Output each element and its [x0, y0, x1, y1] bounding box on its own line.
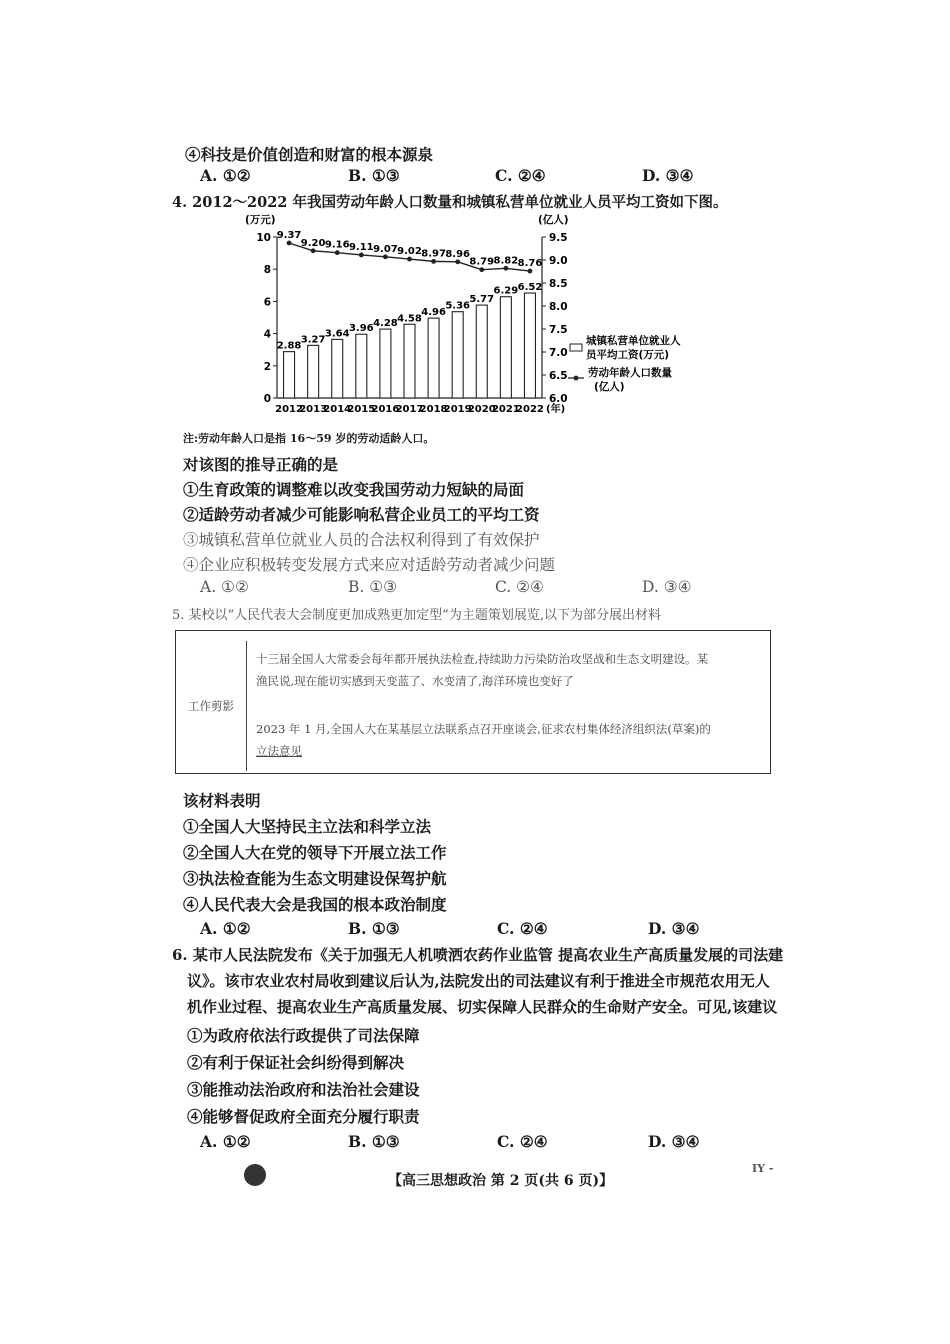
y-left-tick-label: 8: [263, 264, 271, 277]
q5-item-3: ③执法检查能为生态文明建设保驾护航: [183, 869, 447, 888]
q4-item-3: ③城镇私营单位就业人员的合法权利得到了有效保护: [183, 531, 540, 549]
point-value-label: 8.79: [469, 256, 495, 268]
y-left-tick-label: 0: [263, 393, 271, 405]
x-tick-label: 2022: [516, 404, 544, 415]
q5-option-d: D. ③④: [648, 919, 700, 938]
bar-value-label: 5.36: [445, 300, 471, 312]
q5-stem: 5. 某校以“人民代表大会制度更加成熟更加定型”为主题策划展览,以下为部分展出材料: [172, 608, 661, 623]
q3-item-4: ④科技是价值创造和财富的根本源泉: [185, 145, 434, 164]
y-left-tick-label: 4: [263, 328, 271, 341]
bar-value-label: 3.27: [300, 334, 326, 346]
legend-line-label-2: (亿人): [594, 381, 625, 393]
q4-item-4: ④企业应积极转变发展方式来应对适龄劳动者减少问题: [183, 556, 556, 574]
box-line-3: 2023 年 1 月,全国人大在某基层立法联系点召开座谈会,征求农村集体经济组织法(草案)的: [256, 722, 711, 736]
x-tick-label: 2019: [443, 404, 472, 415]
footer-mark: IY -: [752, 1162, 774, 1175]
bar-value-label: 3.96: [348, 323, 374, 335]
point-value-label: 9.11: [348, 241, 374, 253]
q4-item-2: ②适龄劳动者减少可能影响私营企业员工的平均工资: [183, 505, 540, 524]
q4-option-a: A. ①②: [200, 578, 249, 596]
q5-item-4: ④人民代表大会是我国的根本政治制度: [183, 895, 447, 914]
x-tick-label: 2012: [275, 404, 303, 415]
bar-value-label: 4.58: [397, 313, 422, 325]
y-right-tick-label: 8.5: [549, 278, 568, 290]
point-population: [503, 266, 508, 271]
point-population: [287, 241, 292, 246]
point-population: [359, 253, 364, 258]
point-population: [383, 254, 388, 259]
y-right-tick-label: 9.5: [549, 232, 568, 244]
box-line-2: 渔民说,现在能切实感到天变蓝了、水变清了,海洋环境也变好了: [256, 674, 574, 688]
q6-stem-line-1: 6. 某市人民法院发布《关于加强无人机喷洒农药作业监管 提高农业生产高质量发展的司法建: [172, 946, 784, 964]
q4-chart: [240, 210, 710, 425]
y-right-unit: (亿人): [538, 214, 569, 226]
pencil-icon: [244, 1164, 266, 1186]
y-right-tick-label: 7.0: [549, 347, 568, 359]
y-right-tick-label: 7.5: [549, 324, 568, 336]
q5-option-b: B. ①③: [348, 919, 400, 938]
q6-item-1: ①为政府依法行政提供了司法保障: [187, 1026, 420, 1045]
point-value-label: 8.97: [421, 248, 446, 260]
point-value-label: 8.96: [445, 248, 471, 260]
q5-option-c: C. ②④: [497, 919, 548, 938]
q6-item-2: ②有利于保证社会纠纷得到解决: [187, 1053, 405, 1072]
x-unit: (年): [546, 404, 566, 415]
q5-item-2: ②全国人大在党的领导下开展立法工作: [183, 843, 447, 862]
q6-option-a: A. ①②: [200, 1132, 251, 1151]
q3-option-b: B. ①③: [348, 166, 400, 185]
legend-bar-label-1: 城镇私营单位就业人: [586, 335, 681, 347]
bar-wage: [476, 305, 487, 398]
box-divider: [246, 641, 247, 771]
q6-stem-line-3: 机作业过程、提高农业生产高质量发展、切实保障人民群众的生命财产安全。可见,该建议: [187, 998, 778, 1016]
box-label: 工作剪影: [188, 699, 234, 713]
y-right-tick-label: 6.0: [549, 393, 568, 405]
q6-option-d: D. ③④: [648, 1132, 700, 1151]
y-left-tick-label: 2: [263, 360, 271, 373]
q4-option-b: B. ①③: [348, 578, 398, 596]
bar-wage: [404, 324, 415, 398]
q4-option-c: C. ②④: [495, 578, 544, 596]
bar-value-label: 4.96: [421, 307, 446, 319]
legend-line-marker: [574, 376, 579, 381]
x-tick-label: 2016: [371, 404, 400, 415]
q4-note: 注:劳动年龄人口是指 16～59 岁的劳动适龄人口。: [183, 432, 435, 445]
y-left-tick-label: 6: [263, 296, 271, 309]
point-value-label: 9.20: [300, 237, 326, 249]
bar-wage: [332, 339, 343, 398]
legend-bar-label-2: 员平均工资(万元): [586, 349, 670, 361]
q6-stem-line-2: 议》。该市农业农村局收到建议后认为,法院发出的司法建议有利于推进全市规范农用无人: [187, 972, 770, 990]
point-value-label: 8.76: [517, 258, 543, 270]
point-value-label: 9.16: [324, 239, 350, 251]
point-value-label: 9.07: [373, 243, 398, 255]
x-tick-label: 2021: [491, 404, 520, 415]
bar-wage: [380, 329, 391, 398]
point-population: [335, 250, 340, 255]
q3-option-d: D. ③④: [642, 166, 694, 185]
bar-wage: [524, 293, 535, 398]
q4-item-1: ①生育政策的调整难以改变我国劳动力短缺的局面: [183, 480, 525, 499]
q6-option-b: B. ①③: [348, 1132, 400, 1151]
q4-stem: 4. 2012～2022 年我国劳动年龄人口数量和城镇私营单位就业人员平均工资如下图。: [172, 194, 728, 211]
q5-material-box: [175, 630, 771, 774]
q5-prompt: 该材料表明: [183, 791, 261, 810]
q6-item-3: ③能推动法治政府和法治社会建设: [187, 1080, 420, 1099]
bar-wage: [284, 352, 295, 398]
bar-value-label: 3.64: [324, 328, 350, 340]
y-right-tick-label: 6.5: [549, 370, 568, 382]
box-line-1: 十三届全国人大常委会每年都开展执法检查,持续助力污染防治攻坚战和生态文明建设。某: [256, 652, 709, 666]
bar-wage: [356, 334, 367, 398]
x-tick-label: 2017: [395, 404, 424, 415]
q5-item-1: ①全国人大坚持民主立法和科学立法: [183, 817, 432, 836]
point-population: [407, 257, 412, 262]
x-tick-label: 2018: [419, 404, 448, 415]
point-population: [479, 267, 484, 272]
bar-wage: [500, 297, 511, 398]
bar-value-label: 6.52: [517, 282, 543, 294]
y-left-tick-label: 10: [256, 232, 271, 244]
point-value-label: 8.82: [493, 255, 519, 267]
point-value-label: 9.37: [276, 229, 302, 241]
bar-wage: [428, 318, 439, 398]
bar-value-label: 5.77: [469, 294, 495, 306]
bar-value-label: 6.29: [493, 285, 519, 297]
y-right-tick-label: 8.0: [549, 301, 568, 313]
q6-option-c: C. ②④: [497, 1132, 548, 1151]
q6-item-4: ④能够督促政府全面充分履行职责: [187, 1107, 420, 1126]
point-value-label: 9.02: [397, 246, 422, 258]
point-population: [311, 248, 316, 253]
point-population: [431, 259, 436, 264]
bar-wage: [308, 345, 319, 398]
bar-wage: [452, 312, 463, 398]
x-tick-label: 2014: [323, 404, 352, 415]
y-right-tick-label: 9.0: [549, 255, 568, 267]
point-population: [528, 269, 533, 274]
q4-prompt: 对该图的推导正确的是: [183, 455, 339, 474]
y-left-unit: (万元): [245, 214, 276, 226]
x-tick-label: 2020: [467, 404, 496, 415]
box-line-4: 立法意见: [256, 744, 302, 758]
x-tick-label: 2015: [347, 404, 376, 415]
bar-value-label: 4.28: [373, 318, 398, 330]
point-population: [455, 259, 460, 264]
x-tick-label: 2013: [299, 404, 328, 415]
q5-option-a: A. ①②: [200, 919, 251, 938]
legend-bar-swatch: [570, 344, 582, 351]
q3-option-c: C. ②④: [495, 166, 546, 185]
bar-value-label: 2.88: [276, 340, 302, 352]
q4-option-d: D. ③④: [642, 578, 692, 596]
page-footer: 【高三思想政治 第 2 页(共 6 页)】: [388, 1173, 614, 1189]
q3-option-a: A. ①②: [200, 166, 251, 185]
legend-line-label-1: 劳动年龄人口数量: [588, 367, 672, 379]
